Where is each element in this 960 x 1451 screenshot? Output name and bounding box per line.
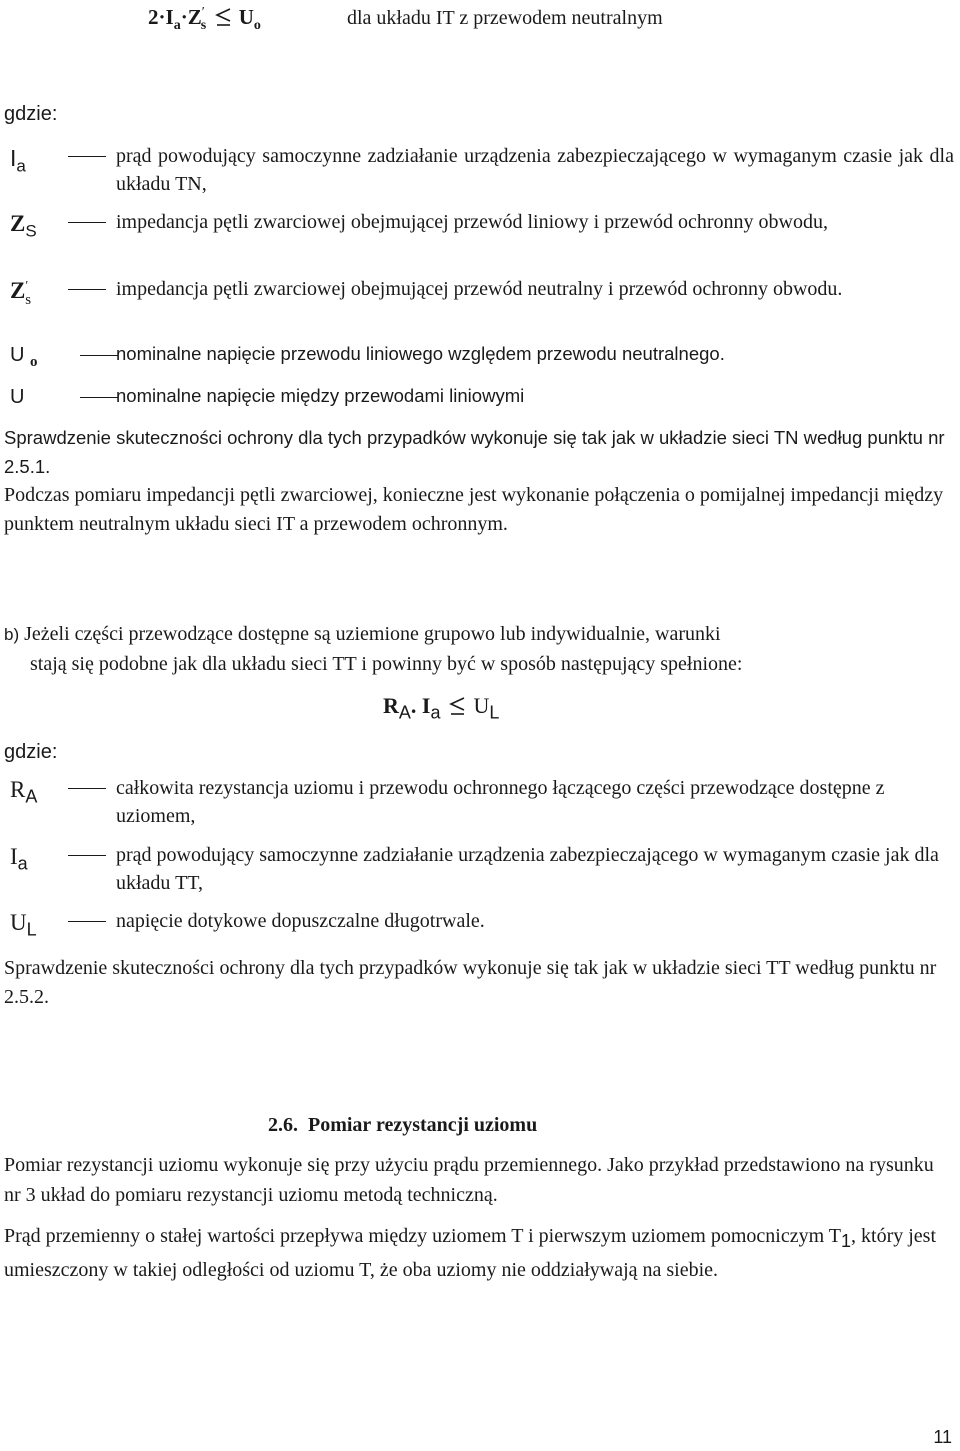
dash (68, 156, 106, 157)
dash (68, 222, 106, 223)
symbol-ra: $R_A$ (10, 777, 38, 807)
dash (80, 397, 118, 398)
dash (68, 788, 106, 789)
section-b-intro (4, 620, 954, 649)
section-b-line1: Jeżeli części przewodzące dostępne są uziemione grupowo lub indywidualnie, warunki (24, 623, 721, 645)
section-b-line2: stają się podobne jak dla układu sieci TT i powinny być w sposób następujący spełnione: (30, 653, 743, 675)
section-26-para1: Pomiar rezystancji uziomu wykonuje się przy użyciu prądu przemiennego. Jako przykład przedstawiono na rysunku nr 3 układ do pomiaru rezystancji uziomu metodą techniczną. (4, 1154, 934, 1206)
definition-text: prąd powodujący samoczynne zadziałanie urządzenia zabezpieczającego w wymaganym czasie jak dla układu TN, (116, 145, 954, 196)
definition-text: impedancja pętli zwarciowej obejmującej przewód liniowy i przewód ochronny obwodu, (116, 211, 828, 233)
section-26-para2: Prąd przemienny o stałej wartości przepływa między uziomem T i pierwszym uziomem pomocniczym $T_1$, który jest umieszczony w takiej odległości od uziomu T, że oba uziomy nie oddziaływają na siebie. (4, 1225, 937, 1281)
definition-text: impedancja pętli zwarciowej obejmującej przewód neutralny i przewód ochronny obwodu. (116, 278, 843, 300)
definition-text: nominalne napięcie przewodu liniowego względem przewodu neutralnego. (116, 343, 725, 364)
section-number: 2.6. (268, 1114, 298, 1136)
check-text-tt: Sprawdzenie skuteczności ochrony dla tych przypadków wykonuje się tak jak w układzie sieci TT według punktu nr 2.5.2. (4, 957, 937, 1008)
formula-Z: Z (187, 5, 202, 29)
leq-symbol (446, 690, 468, 721)
where-label-tt: gdzie: (4, 741, 58, 763)
top-formula-text: dla układu IT z przewodem neutralnym (347, 7, 663, 29)
leq-symbol (212, 3, 234, 33)
symbol-uo: U $_o$ (10, 344, 38, 370)
dash (68, 921, 106, 922)
check-text-tn: Sprawdzenie skuteczności ochrony dla tych przypadków wykonuje się tak jak w układzie sieci TN według punktu nr 2.5.1. (4, 427, 945, 477)
dash (68, 855, 106, 856)
section-b-marker: b) (4, 625, 20, 644)
formula-s: s (200, 18, 207, 34)
measure-text: Podczas pomiaru impedancji pętli zwarciowej, konieczne jest wykonanie połączenia o pomijalnej impedancji między punktem neutralnym układu sieci IT a przewodem ochronnym. (4, 484, 944, 535)
definition-text: napięcie dotykowe dopuszczalne długotrwale. (116, 910, 485, 932)
definition-text: całkowita rezystancja uziomu i przewodu ochronnego łączącego części przewodzące dostępne z uziomem, (116, 777, 885, 828)
definition-text: nominalne napięcie między przewodami liniowymi (116, 385, 525, 406)
dash (68, 289, 106, 290)
symbol-ia: $I_a$ (10, 844, 28, 874)
symbol-ul: $U_L$ (10, 910, 37, 940)
tt-formula: $R_A$. $I_a$ $U_L$ (383, 690, 499, 726)
dash (80, 355, 118, 356)
section-title: Pomiar rezystancji uziomu (308, 1114, 538, 1136)
formula-o: o (253, 18, 261, 34)
formula-a: a (173, 18, 181, 34)
symbol-ia: $I_a$ (10, 145, 26, 176)
section-heading (268, 1111, 537, 1139)
formula-I: I (165, 5, 174, 29)
symbol-zs-prime: $Z'_s$ (10, 277, 32, 308)
formula-two: 2 (148, 5, 159, 29)
formula-U: U (238, 5, 254, 29)
definition-text: prąd powodujący samoczynne zadziałanie urządzenia zabezpieczającego w wymaganym czasie jak dla układu TT, (116, 844, 939, 895)
where-label-it: gdzie: (4, 103, 58, 125)
symbol-u: U (10, 386, 25, 408)
page-number: 11 (933, 1427, 952, 1447)
top-formula: $2\cdot I_a\cdot Z'_s$ $U_o$ (148, 5, 261, 34)
symbol-zs: $Z_S$ (10, 211, 37, 241)
